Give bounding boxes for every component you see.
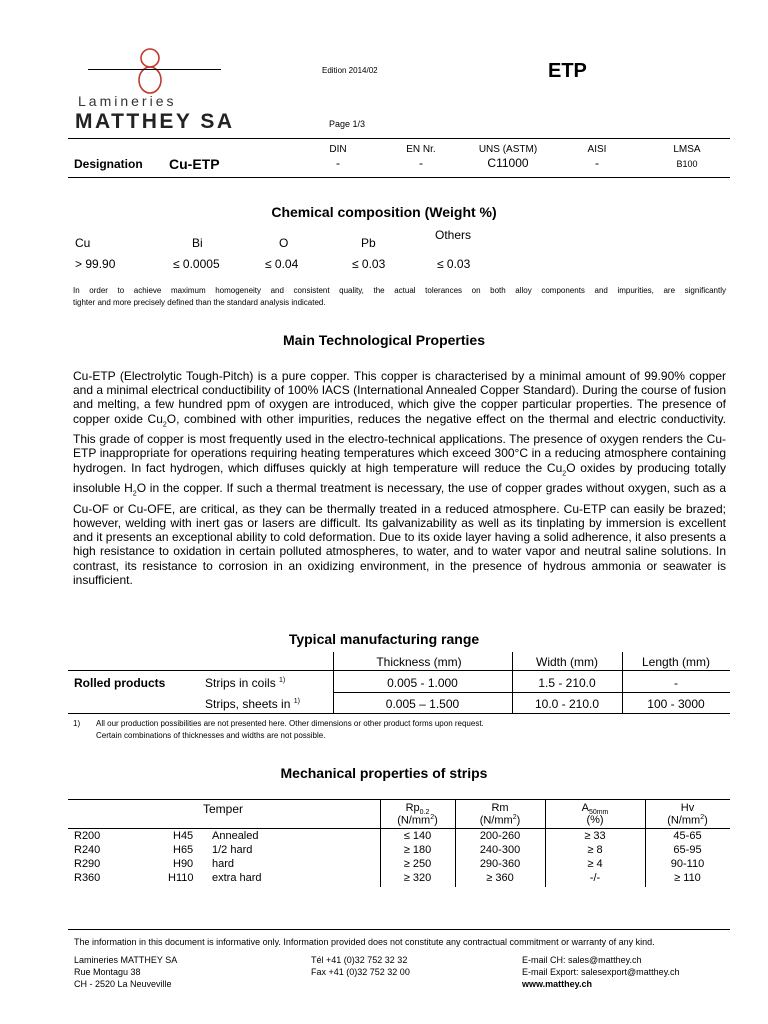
mech-row-name: Annealed: [212, 830, 259, 842]
mech-temper-header: Temper: [203, 802, 244, 816]
edition: Edition 2014/02: [322, 66, 378, 75]
std-en-label: EN Nr.: [406, 144, 436, 155]
mfg-thickness-header: Thickness (mm): [376, 655, 462, 669]
tech-title: Main Technological Properties: [282, 332, 485, 348]
mech-rm-header: Rm: [491, 802, 509, 814]
std-lmsa-value: B100: [676, 159, 698, 169]
mech-row-name: extra hard: [212, 872, 262, 884]
mech-rm-unit: $(N/mm^2)$: [479, 814, 521, 827]
footer-tel: Tél +41 (0)32 752 32 32: [311, 955, 408, 965]
mech-header-rule: [68, 828, 730, 829]
footer-fax: Fax +41 (0)32 752 32 00: [311, 967, 410, 977]
mech-row-rp: ≥ 320: [403, 872, 432, 884]
mfg-row-thickness: 0.005 - 1.000: [387, 676, 458, 690]
value-o: ≤ 0.04: [265, 257, 299, 271]
mech-a-header: $A_{50mm}$: [581, 802, 609, 817]
mech-row-a: -/-: [589, 872, 601, 884]
std-uns-value: C11000: [487, 156, 529, 170]
designation-bottom-rule: [68, 177, 730, 178]
mech-row-h: H65: [173, 844, 194, 856]
mfg-row-width: 10.0 - 210.0: [534, 697, 600, 711]
mfg-bottom-rule: [68, 713, 730, 714]
mfg-row-rule: [333, 692, 730, 693]
mech-row-hv: ≥ 110: [674, 872, 701, 884]
company-logo-icon: [130, 45, 170, 97]
mech-hv-header: Hv: [680, 802, 695, 814]
std-din-label: DIN: [329, 144, 347, 155]
element-pb: Pb: [361, 236, 376, 250]
tech-paragraph: Cu-ETP (Electrolytic Tough-Pitch) is a pure copper. This copper is characterised by a minimal amount of 99.90% copper and a minimal electrical conductibility of 100% IACS (International Annealed Copper Standard). During the course of fusion and melting, a few hundred ppm of oxygen are introduced, which give the copper particular properties. The presence of copper oxide $Cu_2O$, combined with other impurities, reduces the negative effect on the thermal and electric conductivity. This grade of copper is most frequently used in the electro-technical applications. The presence of oxygen renders the Cu-ETP inappropriate for operations requiring heating temperatures which exceed 300°C in a reducing atmosphere containing hydrogen. In fact hydrogen, which diffuses quickly at high temperature will reduce the $Cu_2O$ oxides by producing totally insoluble $H_2O$ in the copper. If such a thermal treatment is necessary, the use of copper grades without oxygen, such as a Cu-OF or Cu-OFE, are critical, as they can be thermally treated in a reduced atmosphere. Cu-ETP can easily be brazed; however, welding with inert gas or lasers are difficult. Its galvanizability as well as its tinplating by immersion is excellent and it presents an exceptional ability to cold deformation. Due to its oxide layer having a solid adherence, it also presents a high resistance to oxidation in certain polluted atmospheres, to water, and to water vapor and neutral saline solutions. In contrast, its resistance to corrosion in an oxidizing environment, in the presence of hydrous ammonia or seawater is insufficient.: [73, 369, 726, 587]
value-others: ≤ 0.03: [437, 257, 471, 271]
mech-row-rm: 200-260: [479, 830, 521, 842]
mech-row-hv: 65-95: [673, 844, 702, 856]
mech-row-h: H110: [168, 872, 194, 884]
mech-row-rm: ≥ 360: [486, 872, 514, 884]
mechanical-title: Mechanical properties of strips: [280, 765, 488, 781]
mech-row-rm: 290-360: [479, 858, 521, 870]
footer-email-export[interactable]: E-mail Export: salesexport@matthey.ch: [522, 967, 680, 977]
chemical-note-line2: tighter and more precisely defined than the standard analysis indicated.: [73, 298, 326, 307]
mfg-width-header: Width (mm): [536, 655, 598, 669]
mech-row-h: H90: [173, 858, 194, 870]
mech-rp-unit: $(N/mm^2)$: [397, 814, 438, 827]
mfg-footnote-line2: Certain combinations of thicknesses and widths are not possible.: [96, 731, 326, 740]
mech-row-name: hard: [212, 858, 235, 870]
mfg-footnote-line1: All our production possibilities are not presented here. Other dimensions or other product forms upon request.: [96, 719, 484, 728]
std-aisi-value: -: [595, 156, 599, 170]
designation-label: Designation: [74, 157, 143, 171]
std-aisi-label: AISI: [587, 144, 607, 155]
mfg-row-length: 100 - 3000: [647, 697, 705, 711]
mfg-row-width: 1.5 - 210.0: [538, 676, 596, 690]
manufacturing-title: Typical manufacturing range: [288, 631, 480, 647]
std-uns-label: UNS (ASTM): [478, 144, 538, 155]
element-o: O: [279, 236, 289, 250]
std-din-value: -: [336, 156, 340, 170]
logo-line: [88, 69, 221, 70]
mech-row-rp: ≥ 180: [403, 844, 432, 856]
page-number: Page 1/3: [329, 119, 366, 129]
mech-row-h: H45: [173, 830, 194, 842]
value-cu: > 99.90: [75, 257, 116, 271]
footer-rule: [68, 929, 730, 930]
footer-address-line3: CH - 2520 La Neuveville: [74, 979, 172, 989]
mech-row-a: ≥ 33: [584, 830, 606, 842]
mfg-row-thickness: 0.005 – 1.500: [385, 697, 460, 711]
mfg-row-label: Strips in coils $^{1)}$: [205, 676, 286, 690]
chemical-title: Chemical composition (Weight %): [271, 204, 497, 220]
mech-row-name: 1/2 hard: [212, 844, 253, 856]
mech-row-hv: 45-65: [673, 830, 702, 842]
mech-a-unit: (%): [586, 814, 604, 826]
mech-hv-unit: $(N/mm^2)$: [667, 814, 708, 827]
mech-rp-header: $Rp_{0.2}$: [405, 802, 430, 817]
mfg-length-header: Length (mm): [641, 655, 711, 669]
mech-row-r: R200: [74, 830, 101, 842]
std-lmsa-label: LMSA: [673, 144, 701, 155]
mech-top-rule: [68, 799, 730, 800]
std-en-value: -: [419, 156, 423, 170]
mech-row-r: R240: [74, 844, 101, 856]
mfg-footnote-mark: 1): [73, 719, 81, 728]
mfg-row-label: Strips, sheets in $^{1)}$: [205, 697, 300, 711]
mech-row-a: ≥ 8: [587, 844, 603, 856]
footer-disclaimer: The information in this document is informative only. Information provided does not constitute any contractual commitment or warranty of any kind.: [74, 937, 655, 947]
mfg-row-length: -: [674, 676, 678, 690]
mech-row-rp: ≥ 250: [403, 858, 432, 870]
footer-address-line2: Rue Montagu 38: [74, 967, 141, 977]
designation-value: Cu-ETP: [169, 156, 220, 172]
mfg-group-label: Rolled products: [74, 676, 166, 690]
value-bi: ≤ 0.0005: [173, 257, 220, 271]
footer-website-link[interactable]: www.matthey.ch: [522, 979, 593, 989]
company-name-line2: MATTHEY SA: [75, 110, 235, 133]
value-pb: ≤ 0.03: [352, 257, 386, 271]
mech-row-rp: ≤ 140: [403, 830, 432, 842]
product-title: ETP: [548, 60, 587, 82]
footer-address-line1: Lamineries MATTHEY SA: [74, 955, 178, 965]
company-name-line1: Lamineries: [78, 93, 177, 109]
mech-row-r: R360: [74, 872, 101, 884]
footer-email-ch[interactable]: E-mail CH: sales@matthey.ch: [522, 955, 642, 965]
element-bi: Bi: [192, 236, 203, 250]
mech-row-hv: 90-110: [670, 858, 705, 870]
chemical-note-line1: In order to achieve maximum homogeneity and consistent quality, the actual tolerances on both alloy components and impurities, are significantly: [73, 286, 726, 295]
element-cu: Cu: [75, 236, 91, 250]
mech-row-a: ≥ 4: [587, 858, 603, 870]
mfg-header-rule: [68, 670, 730, 671]
element-others: Others: [435, 228, 472, 242]
designation-top-rule: [68, 138, 730, 139]
mech-row-rm: 240-300: [479, 844, 521, 856]
mech-row-r: R290: [74, 858, 101, 870]
